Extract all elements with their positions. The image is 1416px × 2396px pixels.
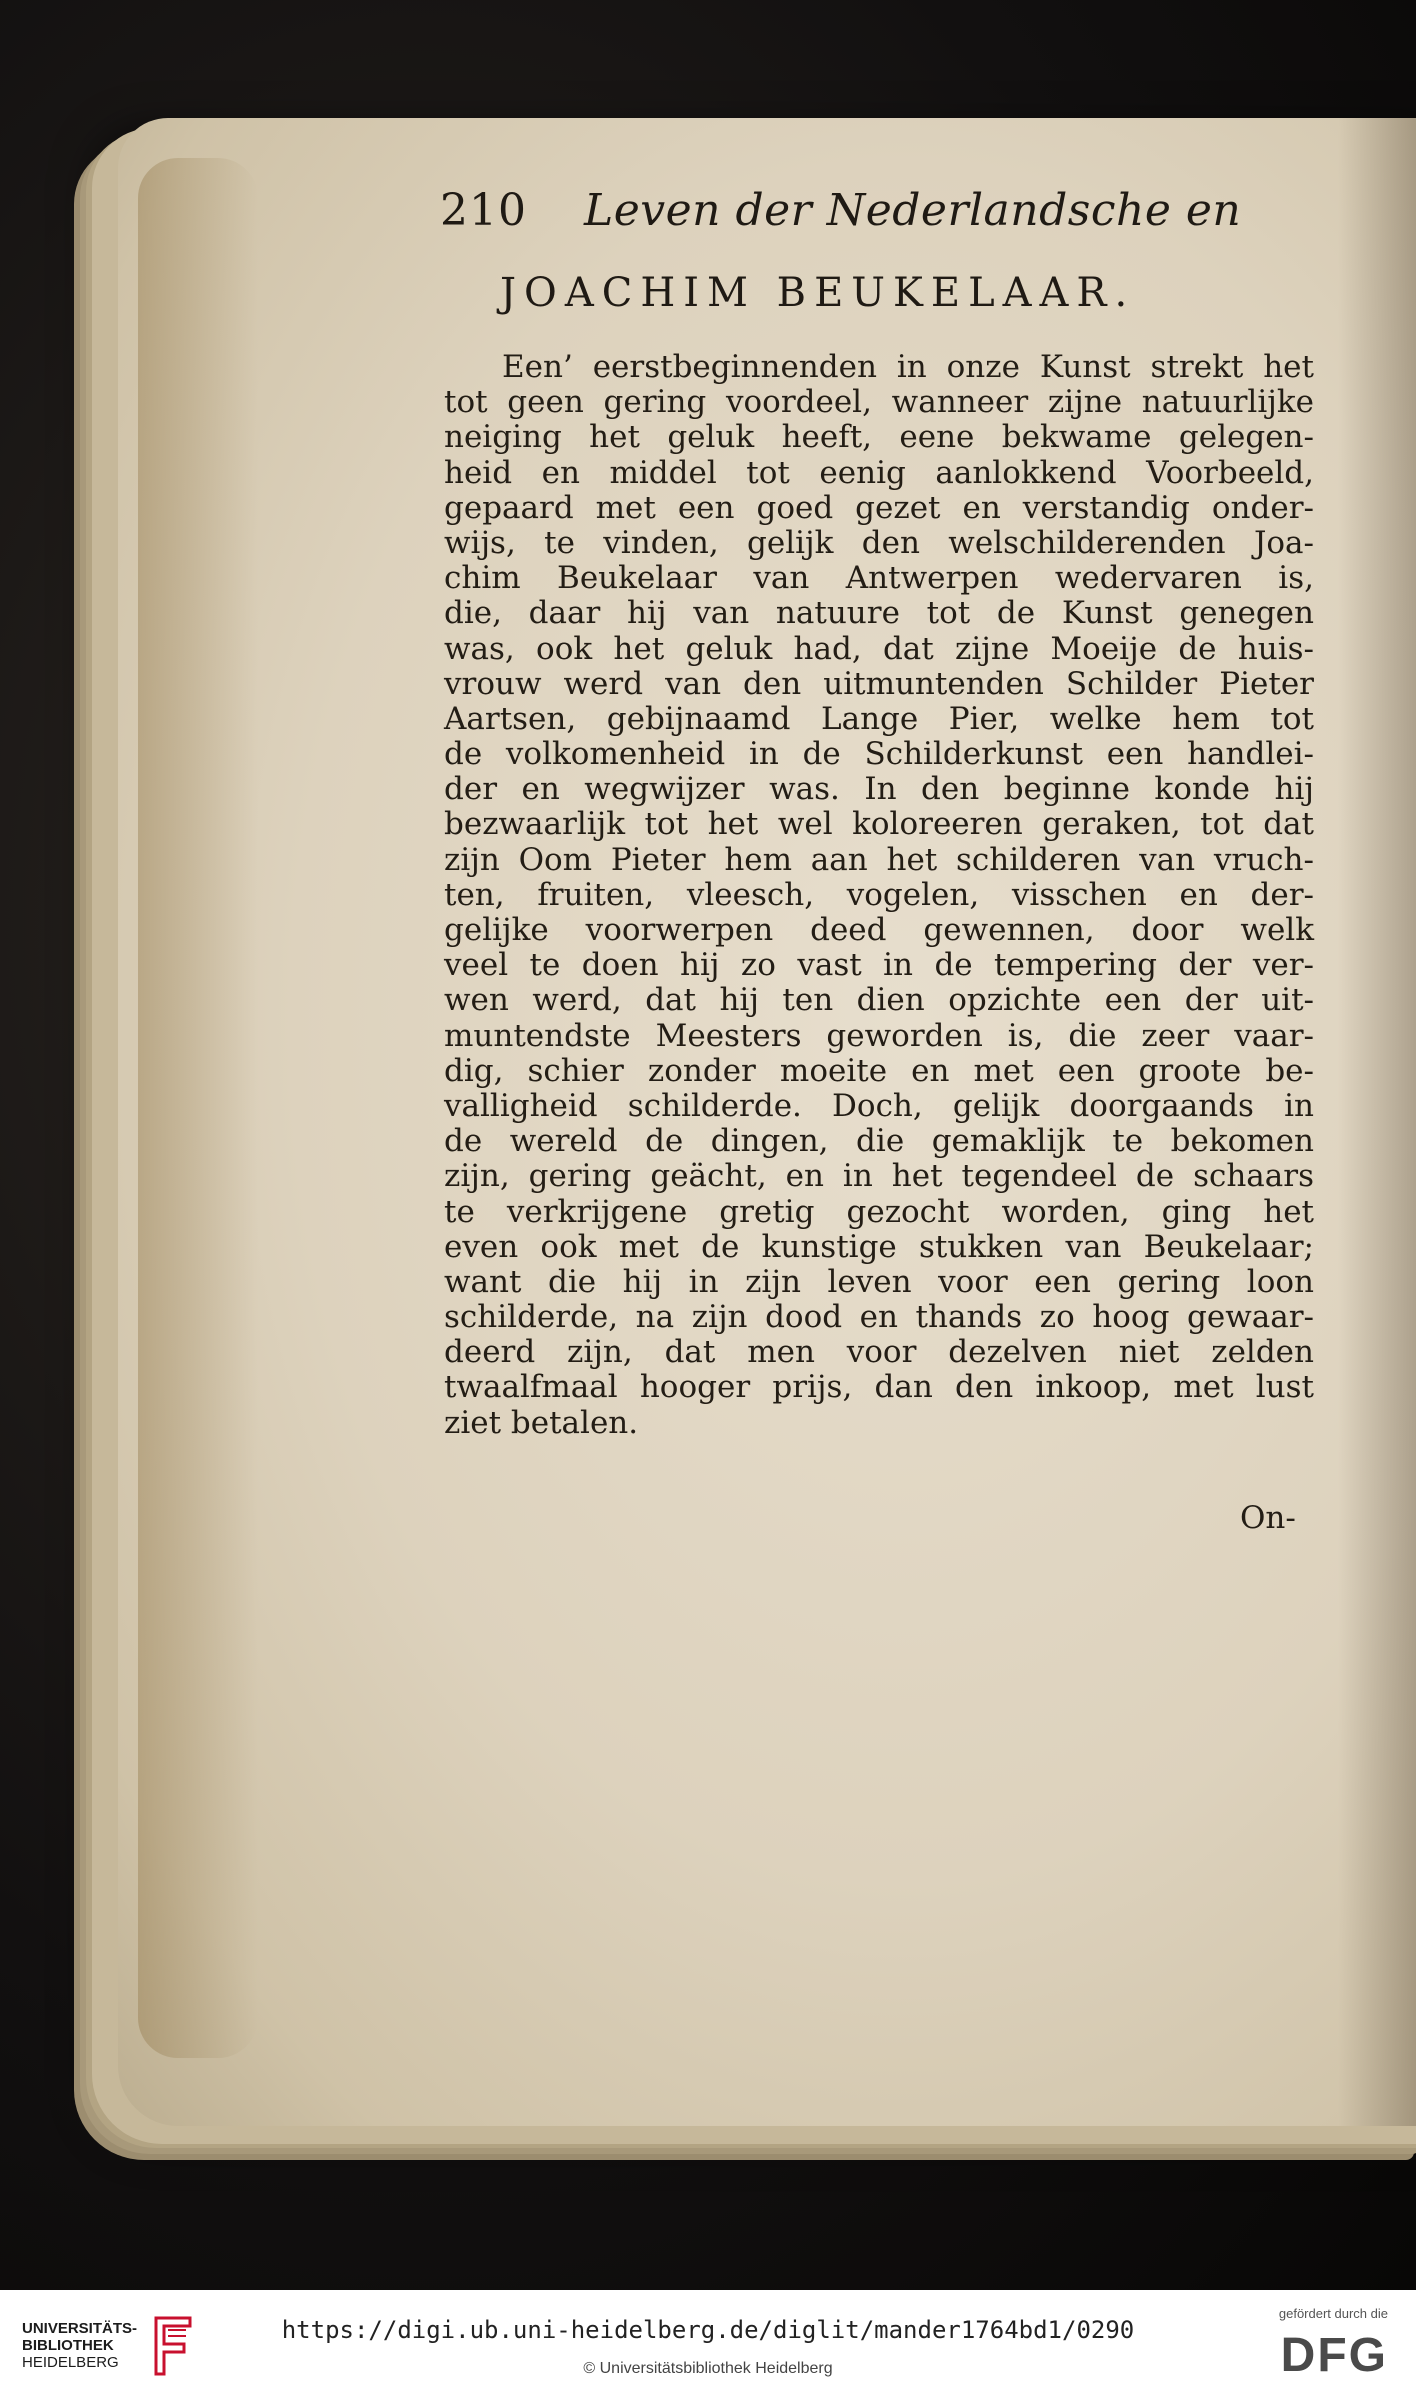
library-name-line: UNIVERSITÄTS- (22, 2320, 138, 2337)
text-line: te verkrijgene gretig gezocht worden, ging het (444, 1193, 1314, 1230)
running-title: Leven der Nederlandsche en (584, 185, 1242, 236)
text-line: ten, fruiten, vleesch, vogelen, visschen en der- (444, 876, 1314, 913)
copyright-notice: © Universitätsbibliothek Heidelberg (583, 2360, 833, 2377)
text-line: veel te doen hij zo vast in de tempering der ver- (444, 947, 1314, 984)
text-line: vrouw werd van den uitmuntenden Schilder Pieter (444, 665, 1314, 702)
text-line: wen werd, dat hij ten dien opzichte een der uit- (444, 982, 1314, 1019)
text-line: neiging het geluk heeft, eene bekwame gelegen- (444, 419, 1314, 456)
text-line: dig, schier zonder moeite en met een groote be- (444, 1052, 1314, 1089)
text-line: de volkomenheid in de Schilderkunst een handlei- (444, 736, 1314, 773)
text-line: valligheid schilderde. Doch, gelijk doorgaands in (444, 1087, 1314, 1124)
text-line: zijn, gering geächt, en in het tegendeel de schaars (444, 1158, 1314, 1195)
text-line: schilderde, na zijn dood en thands zo hoog gewaar- (444, 1299, 1314, 1336)
text-line: de wereld de dingen, die gemaklijk te bekomen (444, 1123, 1314, 1160)
body-text (444, 350, 1314, 1441)
text-line: gelijke voorwerpen deed gewennen, door welk (444, 912, 1314, 948)
running-head (440, 185, 1300, 249)
text-line: deerd zijn, dat men voor dezelven niet zelden (444, 1334, 1314, 1371)
text-line: tot geen gering voordeel, wanneer zijne natuurlijke (444, 384, 1314, 421)
text-line: zijn Oom Pieter hem aan het schilderen van vruch- (444, 841, 1314, 878)
text-line: gepaard met een goed gezet en verstandig onder- (444, 489, 1314, 526)
text-line: Een’ eerstbeginnenden in onze Kunst strekt het (502, 349, 1314, 385)
page-stain (138, 158, 258, 2058)
page-number: 210 (440, 185, 527, 236)
text-line: muntendste Meesters geworden is, die zeer vaar- (444, 1017, 1314, 1054)
permalink-url[interactable]: https://digi.ub.uni-heidelberg.de/diglit/mander1764bd1/0290 (281, 2316, 1135, 2344)
chapter-heading: JOACHIM BEUKELAAR. (500, 270, 1136, 316)
text-line: die, daar hij van natuure tot de Kunst genegen (444, 595, 1314, 632)
text-line: twaalfmaal hooger prijs, dan den inkoop, met lust (444, 1369, 1314, 1406)
text-line: chim Beukelaar van Antwerpen wedervaren is, (444, 560, 1314, 597)
footer-bar (0, 2290, 1416, 2396)
library-name-line: HEIDELBERG (22, 2354, 119, 2371)
sponsor-label: gefördert durch die (1278, 2306, 1388, 2321)
text-line: ziet betalen. (444, 1404, 639, 1441)
text-line: Aartsen, gebijnaamd Lange Pier, welke hem tot (444, 700, 1314, 737)
dfg-logo[interactable]: DFG (1280, 2329, 1388, 2382)
text-line: wijs, te vinden, gelijk den welschilderenden Joa- (444, 524, 1314, 561)
library-name-line: BIBLIOTHEK (22, 2337, 114, 2354)
text-line: even ook met de kunstige stukken van Beukelaar; (444, 1228, 1314, 1265)
text-line: heid en middel tot eenig aanlokkend Voorbeeld, (444, 454, 1314, 491)
gutter-shadow (1338, 118, 1416, 2126)
text-line: want die hij in zijn leven voor een gering loon (444, 1263, 1314, 1300)
text-line: bezwaarlijk tot het wel koloreeren geraken, tot dat (444, 806, 1314, 843)
text-line: der en wegwijzer was. In den beginne konde hij (444, 771, 1314, 808)
catchword: On- (1240, 1500, 1296, 1536)
text-line: was, ook het geluk had, dat zijne Moeije de huis- (444, 630, 1314, 667)
